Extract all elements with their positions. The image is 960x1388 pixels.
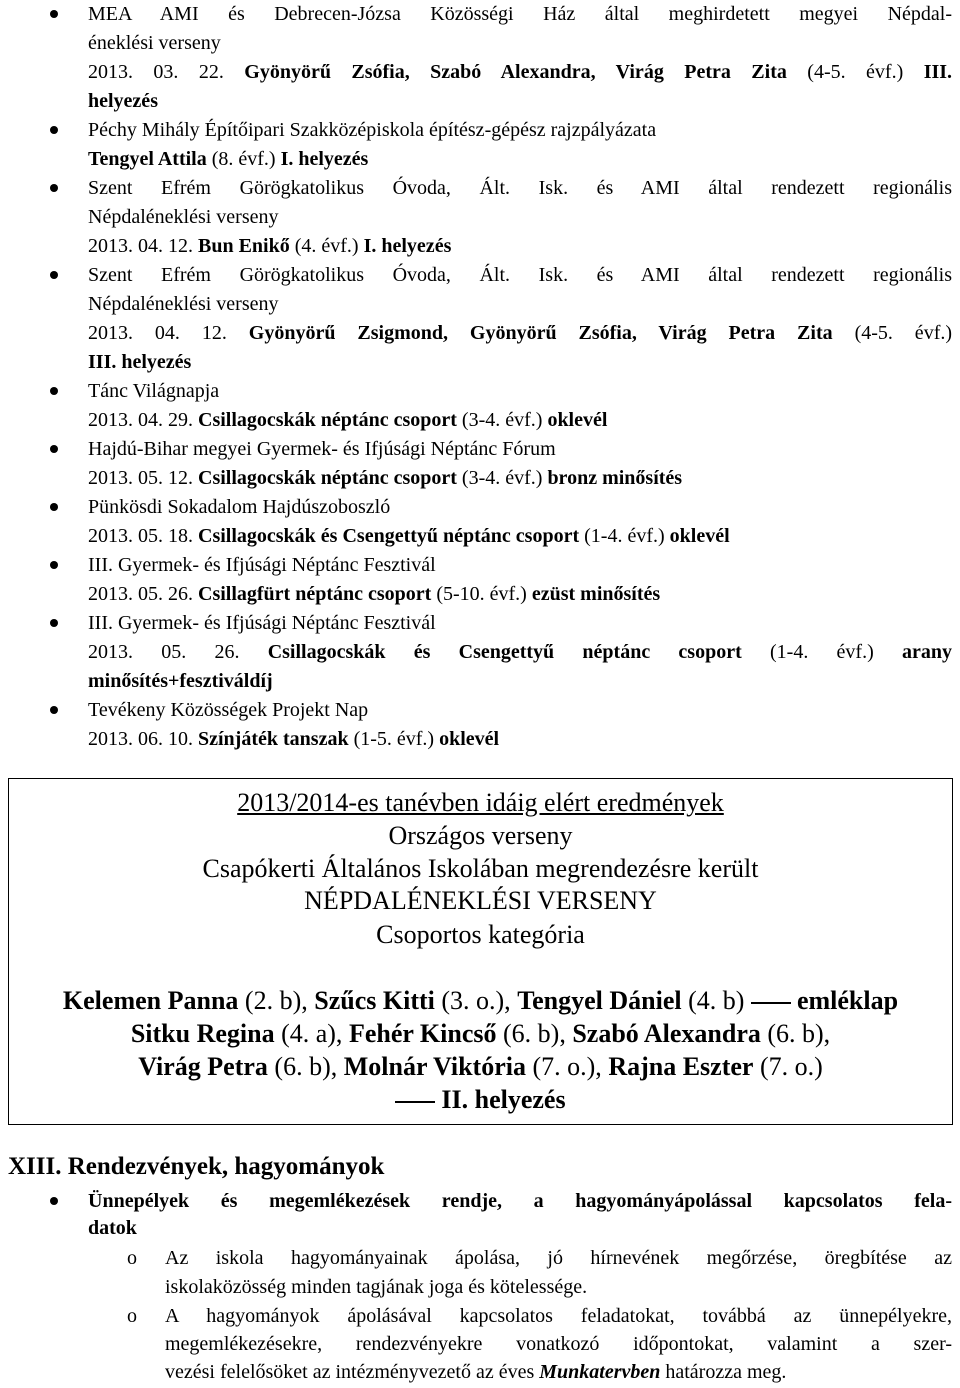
grade: (1-4. évf.) <box>584 525 665 547</box>
event-date: 2013. 04. 29. <box>88 409 193 431</box>
event-result <box>88 234 952 258</box>
sub-item-text: iskolaközösség minden tagjának joga és kötelessége. <box>165 1276 588 1298</box>
sub-item-text: A hagyományok ápolásával kapcsolatos feladatokat, továbbá az ünnepélyekre, <box>165 1305 952 1327</box>
event-date: 2013. 04. 12. <box>88 235 193 257</box>
event-date: 2013. 03. 22. <box>88 61 224 83</box>
result-label: emléklap <box>796 986 899 1015</box>
sub-item-text: megemlékezésekre, rendezvényekre vonatkozó időpontokat, valamint a szer- <box>165 1333 952 1355</box>
participants-line-3 <box>9 1051 952 1083</box>
result-label: I. helyezés <box>363 235 452 257</box>
box-subtitle: Országos verseny <box>388 821 573 850</box>
sub-item-text-last <box>165 1360 952 1384</box>
event-result <box>88 408 952 432</box>
section-bullet <box>88 1189 952 1213</box>
grade: (2. b), <box>244 986 308 1015</box>
event-date: 2013. 05. 18. <box>88 525 193 547</box>
event-date: 2013. 05. 26. <box>88 583 193 605</box>
event-title-cont: Népdaléneklési verseny <box>88 293 279 315</box>
grade: (4-5. évf.) <box>854 322 953 344</box>
participants-line-1 <box>9 985 952 1017</box>
event-title: Péchy Mihály Építőipari Szakközépiskola építész-gépész rajzpályázata <box>88 119 657 141</box>
event-result-cont <box>88 350 952 374</box>
grade: (1-4. évf.) <box>770 641 874 663</box>
event-title: Tevékeny Közösségek Projekt Nap <box>88 699 369 721</box>
sub-item-text: határozza meg. <box>665 1361 787 1383</box>
section-bullet-text: datok <box>88 1217 137 1239</box>
event-title: III. Gyermek- és Ifjúsági Néptánc Fesztivál <box>88 554 436 576</box>
event-result <box>88 147 952 171</box>
grade: (3-4. évf.) <box>461 467 543 489</box>
results-box <box>8 778 953 1125</box>
grade: (6. b), <box>767 1019 831 1048</box>
result-label: minősítés+fesztiváldíj <box>88 670 273 692</box>
box-title: 2013/2014-es tanévben idáig elért eredmények <box>237 788 724 817</box>
event-result <box>88 60 952 84</box>
result-label: oklevél <box>439 728 500 750</box>
event-result-cont <box>88 89 952 113</box>
box-category: Csoportos kategória <box>376 920 585 949</box>
bullet-icon <box>50 387 58 395</box>
participant-name: Rajna Eszter <box>608 1052 754 1081</box>
event-title: MEA AMI és Debrecen-Józsa Közösségi Ház által meghirdetett megyei Népdal- <box>88 3 952 25</box>
participant-name: Csillagocskák néptánc csoport <box>198 409 457 431</box>
grade: (1-5. évf.) <box>353 728 435 750</box>
emphasis: Munkatervben <box>539 1361 661 1383</box>
event-result-cont <box>88 669 952 693</box>
box-competition: NÉPDALÉNEKLÉSI VERSENY <box>304 886 657 915</box>
event-result <box>88 640 952 664</box>
participant-name: Csillagocskák néptánc csoport <box>198 467 457 489</box>
grade: (7. o.), <box>532 1052 602 1081</box>
bullet-icon <box>50 271 58 279</box>
event-title: Hajdú-Bihar megyei Gyermek- és Ifjúsági Néptánc Fórum <box>88 438 556 460</box>
result-label: I. helyezés <box>280 148 369 170</box>
grade: (5-10. évf.) <box>436 583 527 605</box>
event-result <box>88 524 952 548</box>
participant-name: Fehér Kincső <box>348 1019 497 1048</box>
result-label: bronz minősítés <box>547 467 683 489</box>
bullet-icon <box>50 619 58 627</box>
grade: (7. o.) <box>759 1052 823 1081</box>
participants-line-2 <box>9 1018 952 1050</box>
section-bullet-cont <box>88 1216 952 1240</box>
event-result <box>88 727 952 751</box>
event-title: Tánc Világnapja <box>88 380 220 402</box>
event-date: 2013. 04. 12. <box>88 322 227 344</box>
result-label: oklevél <box>547 409 608 431</box>
sub-item-text: vezési felelősöket az intézményvezető az éves <box>165 1361 535 1383</box>
event-title-cont: éneklési verseny <box>88 32 221 54</box>
participant-name: Szűcs Kitti <box>314 986 435 1015</box>
participants-result <box>9 1084 952 1116</box>
grade: (6. b), <box>503 1019 566 1048</box>
participant-name: Virág Petra <box>138 1052 268 1081</box>
grade: (4-5. évf.) <box>807 61 904 83</box>
participant-name: Tengyel Dániel <box>517 986 682 1015</box>
grade: (3-4. évf.) <box>461 409 543 431</box>
event-date: 2013. 06. 10. <box>88 728 193 750</box>
bullet-icon <box>50 561 58 569</box>
event-date: 2013. 05. 12. <box>88 467 193 489</box>
result-label: helyezés <box>88 90 158 112</box>
placement: III. <box>923 61 953 83</box>
participant-name: Kelemen Panna <box>62 986 239 1015</box>
grade: (4. a), <box>281 1019 343 1048</box>
participant-name: Szabó Alexandra <box>572 1019 761 1048</box>
result-label: II. helyezés <box>441 1085 566 1114</box>
event-result <box>88 321 952 345</box>
event-title: Szent Efrém Görögkatolikus Óvoda, Ált. Isk. és AMI által rendezett regionális <box>88 177 952 199</box>
result-label: arany <box>902 641 952 663</box>
result-label: III. helyezés <box>88 351 192 373</box>
grade: (3. o.), <box>441 986 511 1015</box>
participant-name: Sitku Regina <box>130 1019 275 1048</box>
grade: (4. b) <box>688 986 745 1015</box>
bullet-icon <box>50 126 58 134</box>
section-heading: XIII. Rendezvények, hagyományok <box>8 1153 385 1180</box>
participant-name: Molnár Viktória <box>343 1052 526 1081</box>
participant-name: Csillagfürt néptánc csoport <box>198 583 432 605</box>
sub-item-text: Az iskola hagyományainak ápolása, jó hírnevének megőrzése, öregbítése az <box>165 1247 952 1269</box>
event-title: Szent Efrém Görögkatolikus Óvoda, Ált. Isk. és AMI által rendezett regionális <box>88 264 952 286</box>
sub-marker: o <box>127 1305 137 1327</box>
bullet-icon <box>50 445 58 453</box>
event-result <box>88 466 952 490</box>
result-label: ezüst minősítés <box>531 583 661 605</box>
bullet-icon <box>50 184 58 192</box>
event-title: III. Gyermek- és Ifjúsági Néptánc Fesztivál <box>88 612 436 634</box>
grade: (6. b), <box>274 1052 338 1081</box>
event-date: 2013. 05. 26. <box>88 641 240 663</box>
bullet-icon <box>50 503 58 511</box>
participant-name: Bun Enikő <box>198 235 290 257</box>
grade: (4. évf.) <box>294 235 359 257</box>
bullet-icon <box>50 706 58 714</box>
participant-name: Színjáték tanszak <box>198 728 349 750</box>
box-venue: Csapókerti Általános Iskolában megrendezésre került <box>202 854 759 883</box>
dash-icon <box>751 1002 791 1004</box>
sub-marker: o <box>127 1247 137 1269</box>
participant-names: Gyönyörű Zsófia, Szabó Alexandra, Virág Petra Zita <box>244 61 787 83</box>
dash-icon <box>395 1101 435 1103</box>
bullet-icon <box>50 10 58 18</box>
event-title: Pünkösdi Sokadalom Hajdúszoboszló <box>88 496 391 518</box>
bullet-icon <box>50 1197 58 1205</box>
result-label: oklevél <box>669 525 730 547</box>
event-title-cont: Népdaléneklési verseny <box>88 206 279 228</box>
event-result <box>88 582 952 606</box>
grade: (8. évf.) <box>211 148 276 170</box>
section-bullet-text: Ünnepélyek és megemlékezések rendje, a hagyományápolással kapcsolatos fela- <box>88 1190 952 1212</box>
participant-name: Csillagocskák és Csengettyű néptánc csoport <box>198 525 580 547</box>
participant-names: Gyönyörű Zsigmond, Gyönyörű Zsófia, Virág Petra Zita <box>248 322 833 344</box>
participant-name: Tengyel Attila <box>88 148 207 170</box>
participant-name: Csillagocskák és Csengettyű néptánc csoport <box>267 641 742 663</box>
